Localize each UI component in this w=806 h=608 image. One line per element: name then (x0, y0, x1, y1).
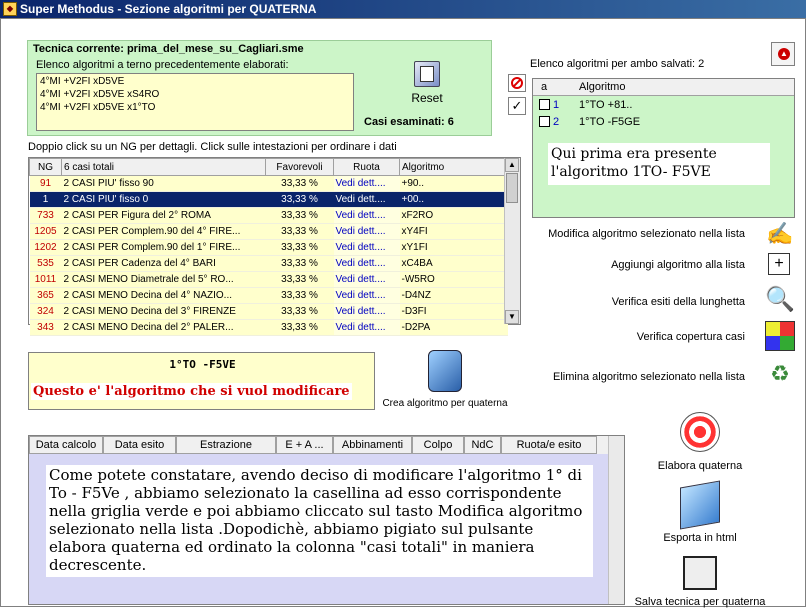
ng-cell: 343 (30, 320, 62, 336)
ruota-cell[interactable]: Vedi dett.... (334, 304, 400, 320)
casi-cell: 2 CASI PER Figura del 2° ROMA (62, 208, 266, 224)
favorevoli-cell: 33,33 % (266, 176, 334, 192)
scroll-down-icon[interactable]: ▼ (505, 310, 519, 324)
col-ruota-esito[interactable]: Ruota/e esito (501, 436, 597, 454)
favorevoli-cell: 33,33 % (266, 208, 334, 224)
col-estrazione[interactable]: Estrazione (176, 436, 276, 454)
algoritmo-cell: +90.. (400, 176, 508, 192)
ambo-algorithm: 1°TO -F5GE (579, 116, 641, 128)
save-technique-label: Salva tecnica per quaterna (634, 596, 766, 608)
current-algorithm-box[interactable] (28, 352, 375, 410)
floppy-disk-icon (683, 556, 717, 590)
ruota-cell[interactable]: Vedi dett.... (334, 272, 400, 288)
algoritmo-cell: xF2RO (400, 208, 508, 224)
ruota-cell[interactable]: Vedi dett.... (334, 256, 400, 272)
grid-icon[interactable] (765, 321, 795, 351)
move-up-button[interactable] (771, 42, 795, 66)
ambo-row[interactable] (533, 97, 794, 113)
document-icon (414, 61, 440, 87)
magnifier-icon[interactable]: 🔍 (765, 286, 795, 313)
favorevoli-cell: 33,33 % (266, 192, 334, 208)
ng-cell: 1011 (30, 272, 62, 288)
ng-cell: 535 (30, 256, 62, 272)
ng-cell: 1205 (30, 224, 62, 240)
ng-cell: 91 (30, 176, 62, 192)
ruota-cell[interactable]: Vedi dett.... (334, 192, 400, 208)
export-html-label: Esporta in html (663, 532, 737, 544)
ng-cell: 1 (30, 192, 62, 208)
algoritmo-cell: -W5RO (400, 272, 508, 288)
create-quaterna-button[interactable] (380, 350, 510, 409)
title-bar (0, 0, 806, 18)
col-data-calcolo[interactable]: Data calcolo (29, 436, 103, 454)
algoritmo-cell: -D3FI (400, 304, 508, 320)
terno-item: 4°MI +V2FI xD5VE (40, 76, 125, 87)
algoritmo-cell: xY1FI (400, 240, 508, 256)
add-icon[interactable]: + (768, 253, 790, 275)
technique-current: Tecnica corrente: prima_del_mese_su_Cagliari.sme (33, 43, 304, 55)
current-algorithm: 1°TO -F5VE (169, 358, 236, 371)
ruota-cell[interactable]: Vedi dett.... (334, 208, 400, 224)
annotation-note-2: Come potete constatare, avendo deciso di modificare l'algoritmo 1° di To - F5Ve , abbiamo selezionato la casellina ad esso corrispondente nella griglia verde e poi abbiamo cliccato sul tasto Modifica algoritmo selezionato nella lista .Dopodichè, abbiamo pigiato sul pulsante elabora quaterna ed ordinato la colonna "casi totali" in maniera decrescente. (46, 465, 593, 577)
modify-note: Questo e' l'algoritmo che si vuol modificare (33, 384, 350, 399)
terno-list[interactable] (36, 73, 354, 131)
col-ng[interactable]: NG (30, 159, 62, 176)
verify-results-label: Verifica esiti della lunghetta (611, 296, 745, 308)
col-favorevoli[interactable]: Favorevoli (266, 159, 334, 176)
favorevoli-cell: 33,33 % (266, 288, 334, 304)
ruota-cell[interactable]: Vedi dett.... (334, 320, 400, 336)
algoritmo-cell: xC4BA (400, 256, 508, 272)
dice-icon: ◆ (3, 2, 17, 16)
ambo-label: Elenco algoritmi per ambo salvati: 2 (530, 58, 705, 70)
favorevoli-cell: 33,33 % (266, 240, 334, 256)
col-ruota[interactable]: Ruota (334, 159, 400, 176)
ruota-cell[interactable]: Vedi dett.... (334, 224, 400, 240)
casi-cell: 2 CASI PER Complem.90 del 4° FIRE... (62, 224, 266, 240)
ruota-cell[interactable]: Vedi dett.... (334, 240, 400, 256)
recycle-bin-icon[interactable]: ♻ (770, 361, 790, 386)
save-technique-button[interactable] (620, 556, 780, 608)
table-row[interactable] (30, 208, 508, 224)
export-html-button[interactable] (640, 484, 760, 544)
annotation-note-1: Qui prima era presente l'algoritmo 1TO- F5VE (548, 143, 770, 185)
ambo-algorithm: 1°TO +81.. (579, 99, 633, 111)
col-a[interactable]: a (541, 81, 548, 93)
row-checkbox[interactable] (539, 99, 550, 110)
table-row[interactable] (30, 240, 508, 256)
table-row[interactable] (30, 320, 508, 336)
table-row[interactable] (30, 176, 508, 192)
ambo-index: 2 (553, 116, 560, 128)
col-casi[interactable]: 6 casi totali (62, 159, 266, 176)
delete-check-button[interactable] (508, 74, 526, 92)
casi-cell: 2 CASI PIU' fisso 0 (62, 192, 266, 208)
algoritmo-cell: -D4NZ (400, 288, 508, 304)
window-title: Super Methodus - Sezione algoritmi per QUATERNA (20, 2, 317, 16)
arrow-up-icon: ▲ (778, 48, 790, 60)
elabora-button[interactable] (640, 412, 760, 472)
favorevoli-cell: 33,33 % (266, 224, 334, 240)
elabora-label: Elabora quaterna (657, 460, 743, 472)
verify-coverage-label: Verifica copertura casi (636, 331, 745, 343)
modify-algorithm-label: Modifica algoritmo selezionato nella lista (548, 228, 745, 240)
col-algoritmo[interactable]: Algoritmo (400, 159, 508, 176)
favorevoli-cell: 33,33 % (266, 304, 334, 320)
forbidden-icon (511, 77, 523, 89)
grid-hint: Doppio click su un NG per dettagli. Click sulle intestazioni per ordinare i dati (28, 141, 397, 153)
col-data-esito[interactable]: Data esito (103, 436, 176, 454)
table-row[interactable] (30, 288, 508, 304)
casi-cell: 2 CASI PIU' fisso 90 (62, 176, 266, 192)
table-row[interactable] (30, 272, 508, 288)
col-ndc[interactable]: NdC (464, 436, 501, 454)
algoritmo-cell: +00.. (400, 192, 508, 208)
book-icon (680, 480, 720, 529)
favorevoli-cell: 33,33 % (266, 320, 334, 336)
ng-cell: 324 (30, 304, 62, 320)
col-ea[interactable]: E + A ... (276, 436, 333, 454)
casi-cell: 2 CASI MENO Decina del 4° NAZIO... (62, 288, 266, 304)
ambo-index: 1 (553, 99, 560, 111)
casi-cell: 2 CASI MENO Decina del 3° FIRENZE (62, 304, 266, 320)
casi-cell: 2 CASI PER Cadenza del 4° BARI (62, 256, 266, 272)
algoritmo-cell: -D2PA (400, 320, 508, 336)
col-colpo[interactable]: Colpo (412, 436, 464, 454)
reset-label: Reset (411, 91, 443, 105)
technique-panel (27, 40, 492, 136)
checkmark-icon: ✓ (511, 98, 523, 113)
col-ambo-algoritmo[interactable]: Algoritmo (579, 81, 626, 93)
terno-list-label: Elenco algoritmi a terno precedentemente elaborati: (36, 59, 289, 71)
delete-algorithm-label: Elimina algoritmo selezionato nella lista (553, 371, 745, 383)
terno-item: 4°MI +V2FI xD5VE xS4RO (40, 89, 160, 100)
ng-cell: 365 (30, 288, 62, 304)
table-row[interactable] (30, 304, 508, 320)
results-header (29, 436, 609, 454)
table-row[interactable] (30, 256, 508, 272)
create-quaterna-label: Crea algoritmo per quaterna (382, 398, 508, 409)
casi-cell: 2 CASI MENO Diametrale del 5° RO... (62, 272, 266, 288)
algoritmo-cell: xY4FI (400, 224, 508, 240)
ruota-cell[interactable]: Vedi dett.... (334, 288, 400, 304)
favorevoli-cell: 33,33 % (266, 272, 334, 288)
casi-cell: 2 CASI PER Complem.90 del 1° FIRE... (62, 240, 266, 256)
table-row[interactable] (30, 224, 508, 240)
target-icon (680, 412, 720, 452)
ambo-row[interactable] (533, 114, 794, 130)
ambo-header (533, 79, 794, 96)
terno-item: 4°MI +V2FI xD5VE x1°TO (40, 102, 156, 113)
table-row[interactable] (30, 192, 508, 208)
algorithms-grid[interactable] (28, 157, 521, 333)
casi-cell: 2 CASI MENO Decina del 2° PALER... (62, 320, 266, 336)
reset-button[interactable] (408, 61, 446, 111)
confirm-check-button[interactable] (508, 97, 526, 115)
row-checkbox[interactable] (539, 116, 550, 127)
ng-cell: 1202 (30, 240, 62, 256)
edit-icon[interactable]: ✍ (766, 221, 794, 246)
casi-count: Casi esaminati: 6 (364, 116, 454, 128)
ng-cell: 733 (30, 208, 62, 224)
scroll-thumb[interactable] (506, 173, 518, 203)
col-abbinamenti[interactable]: Abbinamenti (333, 436, 412, 454)
favorevoli-cell: 33,33 % (266, 256, 334, 272)
add-algorithm-label: Aggiungi algoritmo alla lista (611, 259, 745, 271)
ruota-cell[interactable]: Vedi dett.... (334, 176, 400, 192)
device-icon (428, 350, 462, 392)
scroll-up-icon[interactable]: ▲ (505, 158, 519, 172)
